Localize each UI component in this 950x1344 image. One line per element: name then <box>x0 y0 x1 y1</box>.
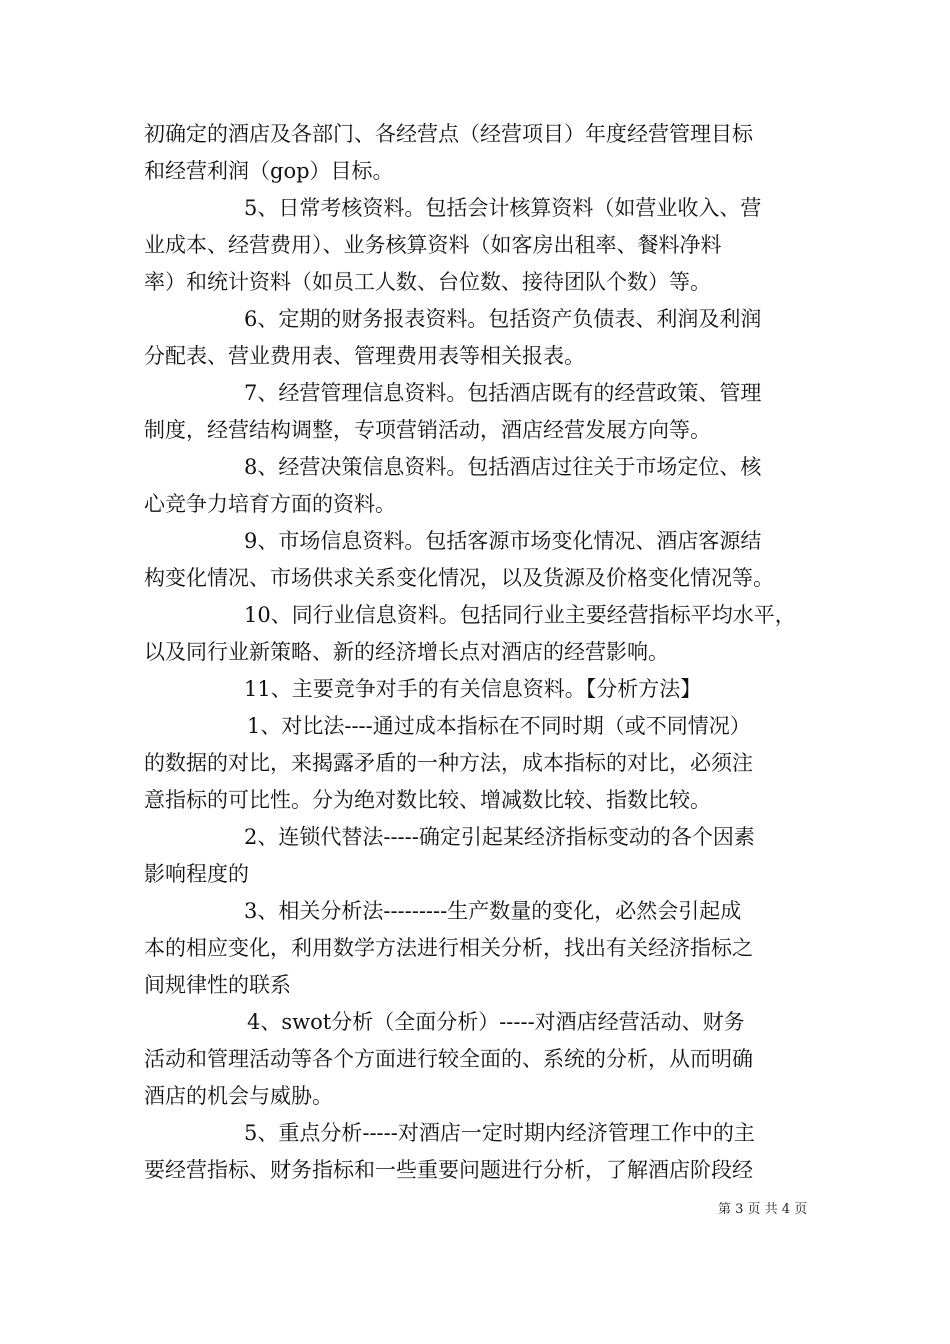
text-line: 5、重点分析-----对酒店一定时期内经济管理工作中的主 <box>244 1121 755 1145</box>
text-line: 意指标的可比性。分为绝对数比较、增减数比较、指数比较。 <box>144 788 711 812</box>
text-line: 11、主要竞争对手的有关信息资料。【分析方法】 <box>244 677 702 701</box>
text-line: 活动和管理活动等各个方面进行较全面的、系统的分析，从而明确 <box>144 1047 753 1071</box>
text-line: 心竞争力培育方面的资料。 <box>144 492 396 516</box>
text-line: 制度，经营结构调整，专项营销活动，酒店经营发展方向等。 <box>144 418 711 442</box>
text-line: 业成本、经营费用）、业务核算资料（如客房出租率、餐料净料 <box>144 233 722 257</box>
text-line: 本的相应变化，利用数学方法进行相关分析，找出有关经济指标之 <box>144 936 753 960</box>
text-line: 2、连锁代替法-----确定引起某经济指标变动的各个因素 <box>244 825 755 849</box>
text-line: 影响程度的 <box>144 862 249 886</box>
text-line: 9、市场信息资料。包括客源市场变化情况、酒店客源结 <box>244 529 762 553</box>
text-line: 3、相关分析法---------生产数量的变化，必然会引起成 <box>244 899 742 923</box>
text-line: 要经营指标、财务指标和一些重要问题进行分析，了解酒店阶段经 <box>144 1158 753 1182</box>
text-line: 分配表、营业费用表、管理费用表等相关报表。 <box>144 344 585 368</box>
text-line: 7、经营管理信息资料。包括酒店既有的经营政策、管理 <box>244 381 762 405</box>
text-line: 初确定的酒店及各部门、各经营点（经营项目）年度经营管理目标 <box>144 122 753 146</box>
text-line: 间规律性的联系 <box>144 973 291 997</box>
text-line: 的数据的对比，来揭露矛盾的一种方法，成本指标的对比，必须注 <box>144 751 753 775</box>
text-line: 4、swot分析（全面分析）-----对酒店经营活动、财务 <box>247 1010 745 1034</box>
text-line: 构变化情况、市场供求关系变化情况，以及货源及价格变化情况等。 <box>144 566 774 590</box>
text-line: 酒店的机会与威胁。 <box>144 1084 333 1108</box>
text-line: 8、经营决策信息资料。包括酒店过往关于市场定位、核 <box>244 455 762 479</box>
text-line: 和经营利润（gop）目标。 <box>144 159 394 183</box>
page-number-footer: 第 3 页 共 4 页 <box>718 1202 808 1217</box>
text-line: 率）和统计资料（如员工人数、台位数、接待团队个数）等。 <box>144 270 711 294</box>
text-line: 1、对比法----通过成本指标在不同时期（或不同情况） <box>247 714 751 738</box>
text-line: 10、同行业信息资料。包括同行业主要经营指标平均水平， <box>244 603 796 627</box>
text-line: 以及同行业新策略、新的经济增长点对酒店的经营影响。 <box>144 640 669 664</box>
text-line: 6、定期的财务报表资料。包括资产负债表、利润及利润 <box>244 307 762 331</box>
document-body <box>144 116 812 1189</box>
text-line: 5、日常考核资料。包括会计核算资料（如营业收入、营 <box>244 196 762 220</box>
